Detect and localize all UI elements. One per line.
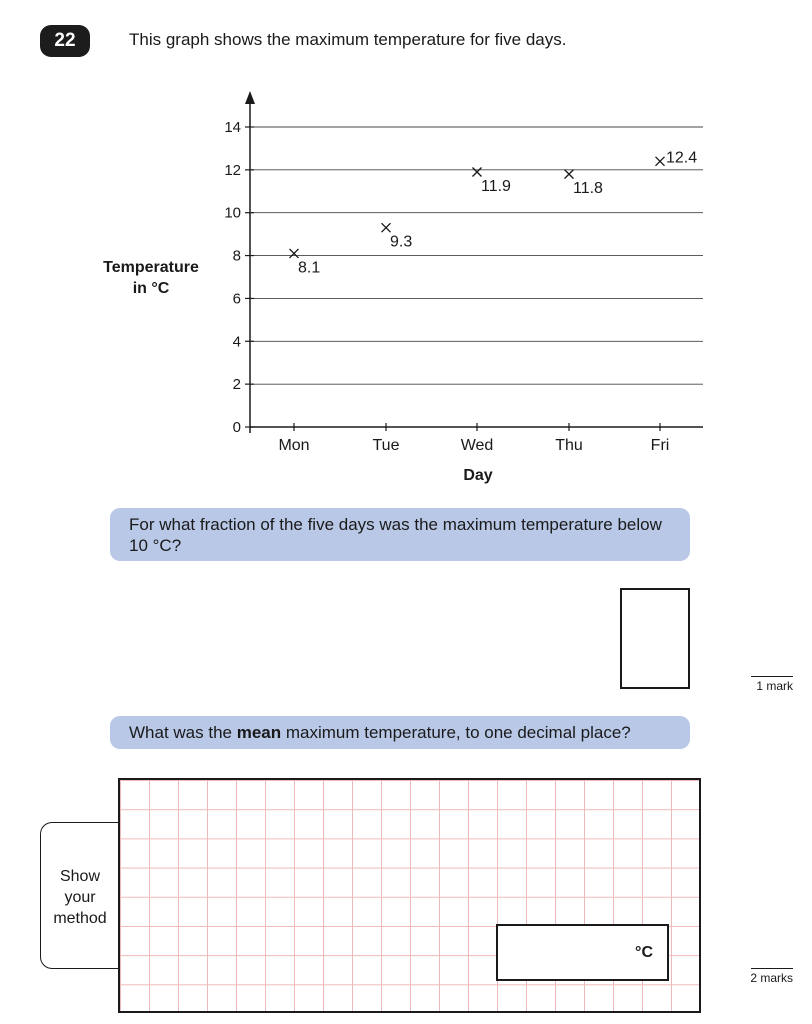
y-axis-label-line-2: in °C [132, 280, 170, 297]
y-tick-label: 12 [224, 161, 241, 179]
show-method-label [46, 866, 114, 929]
data-label: 12.4 [666, 149, 698, 167]
part-a-answer-box[interactable] [620, 588, 690, 689]
x-tick-label: Thu [555, 437, 583, 454]
data-point-cross [290, 249, 299, 258]
show-method-line-3: method [53, 910, 107, 927]
part-a-marks [751, 676, 793, 693]
y-axis-label [88, 257, 214, 299]
part-a-question: For what fraction of the five days was the maximum temperature below 10 °C? [110, 508, 690, 561]
data-label: 11.9 [481, 178, 511, 195]
data-label: 8.1 [298, 259, 321, 277]
data-point-cross [656, 157, 665, 166]
part-b-marks-label: 2 marks [750, 971, 793, 985]
y-axis-label-line-1: Temperature [103, 259, 199, 276]
question-intro: This graph shows the maximum temperature for five days. [129, 30, 567, 49]
data-label: 9.3 [390, 233, 413, 251]
temperature-chart [0, 0, 812, 500]
y-tick-label: 10 [224, 204, 241, 222]
marks-rule [751, 968, 793, 969]
y-tick-label: 14 [224, 119, 241, 136]
part-b-prompt-bold: mean [236, 723, 282, 742]
x-tick-label: Wed [460, 437, 494, 454]
y-tick-label: 2 [232, 376, 241, 394]
part-b-prompt-end: maximum temperature, to one decimal place? [281, 723, 631, 742]
y-tick-label: 4 [232, 333, 241, 351]
part-a-marks-label: 1 mark [756, 679, 793, 693]
show-method-line-1: Show [59, 868, 101, 885]
data-label: 11.8 [573, 180, 603, 198]
part-b-question [110, 716, 690, 749]
y-axis-arrow [245, 91, 255, 104]
x-tick-label: Mon [278, 437, 310, 454]
part-b-answer-box[interactable] [496, 924, 669, 981]
x-tick-label: Tue [372, 437, 400, 454]
x-tick-label: Fri [650, 437, 670, 454]
y-tick-label: 0 [232, 419, 241, 436]
part-b-marks [750, 968, 793, 985]
answer-unit: °C [635, 944, 653, 961]
marks-rule [751, 676, 793, 677]
question-number: 22 [40, 25, 90, 57]
x-axis-label: Day [463, 467, 493, 484]
part-b-prompt-start: What was the [129, 723, 237, 742]
data-point-cross [565, 170, 574, 179]
y-tick-label: 6 [232, 290, 241, 308]
y-tick-label: 8 [232, 247, 241, 265]
show-method-line-2: your [64, 889, 96, 906]
data-point-cross [473, 168, 482, 177]
data-point-cross [382, 223, 391, 232]
